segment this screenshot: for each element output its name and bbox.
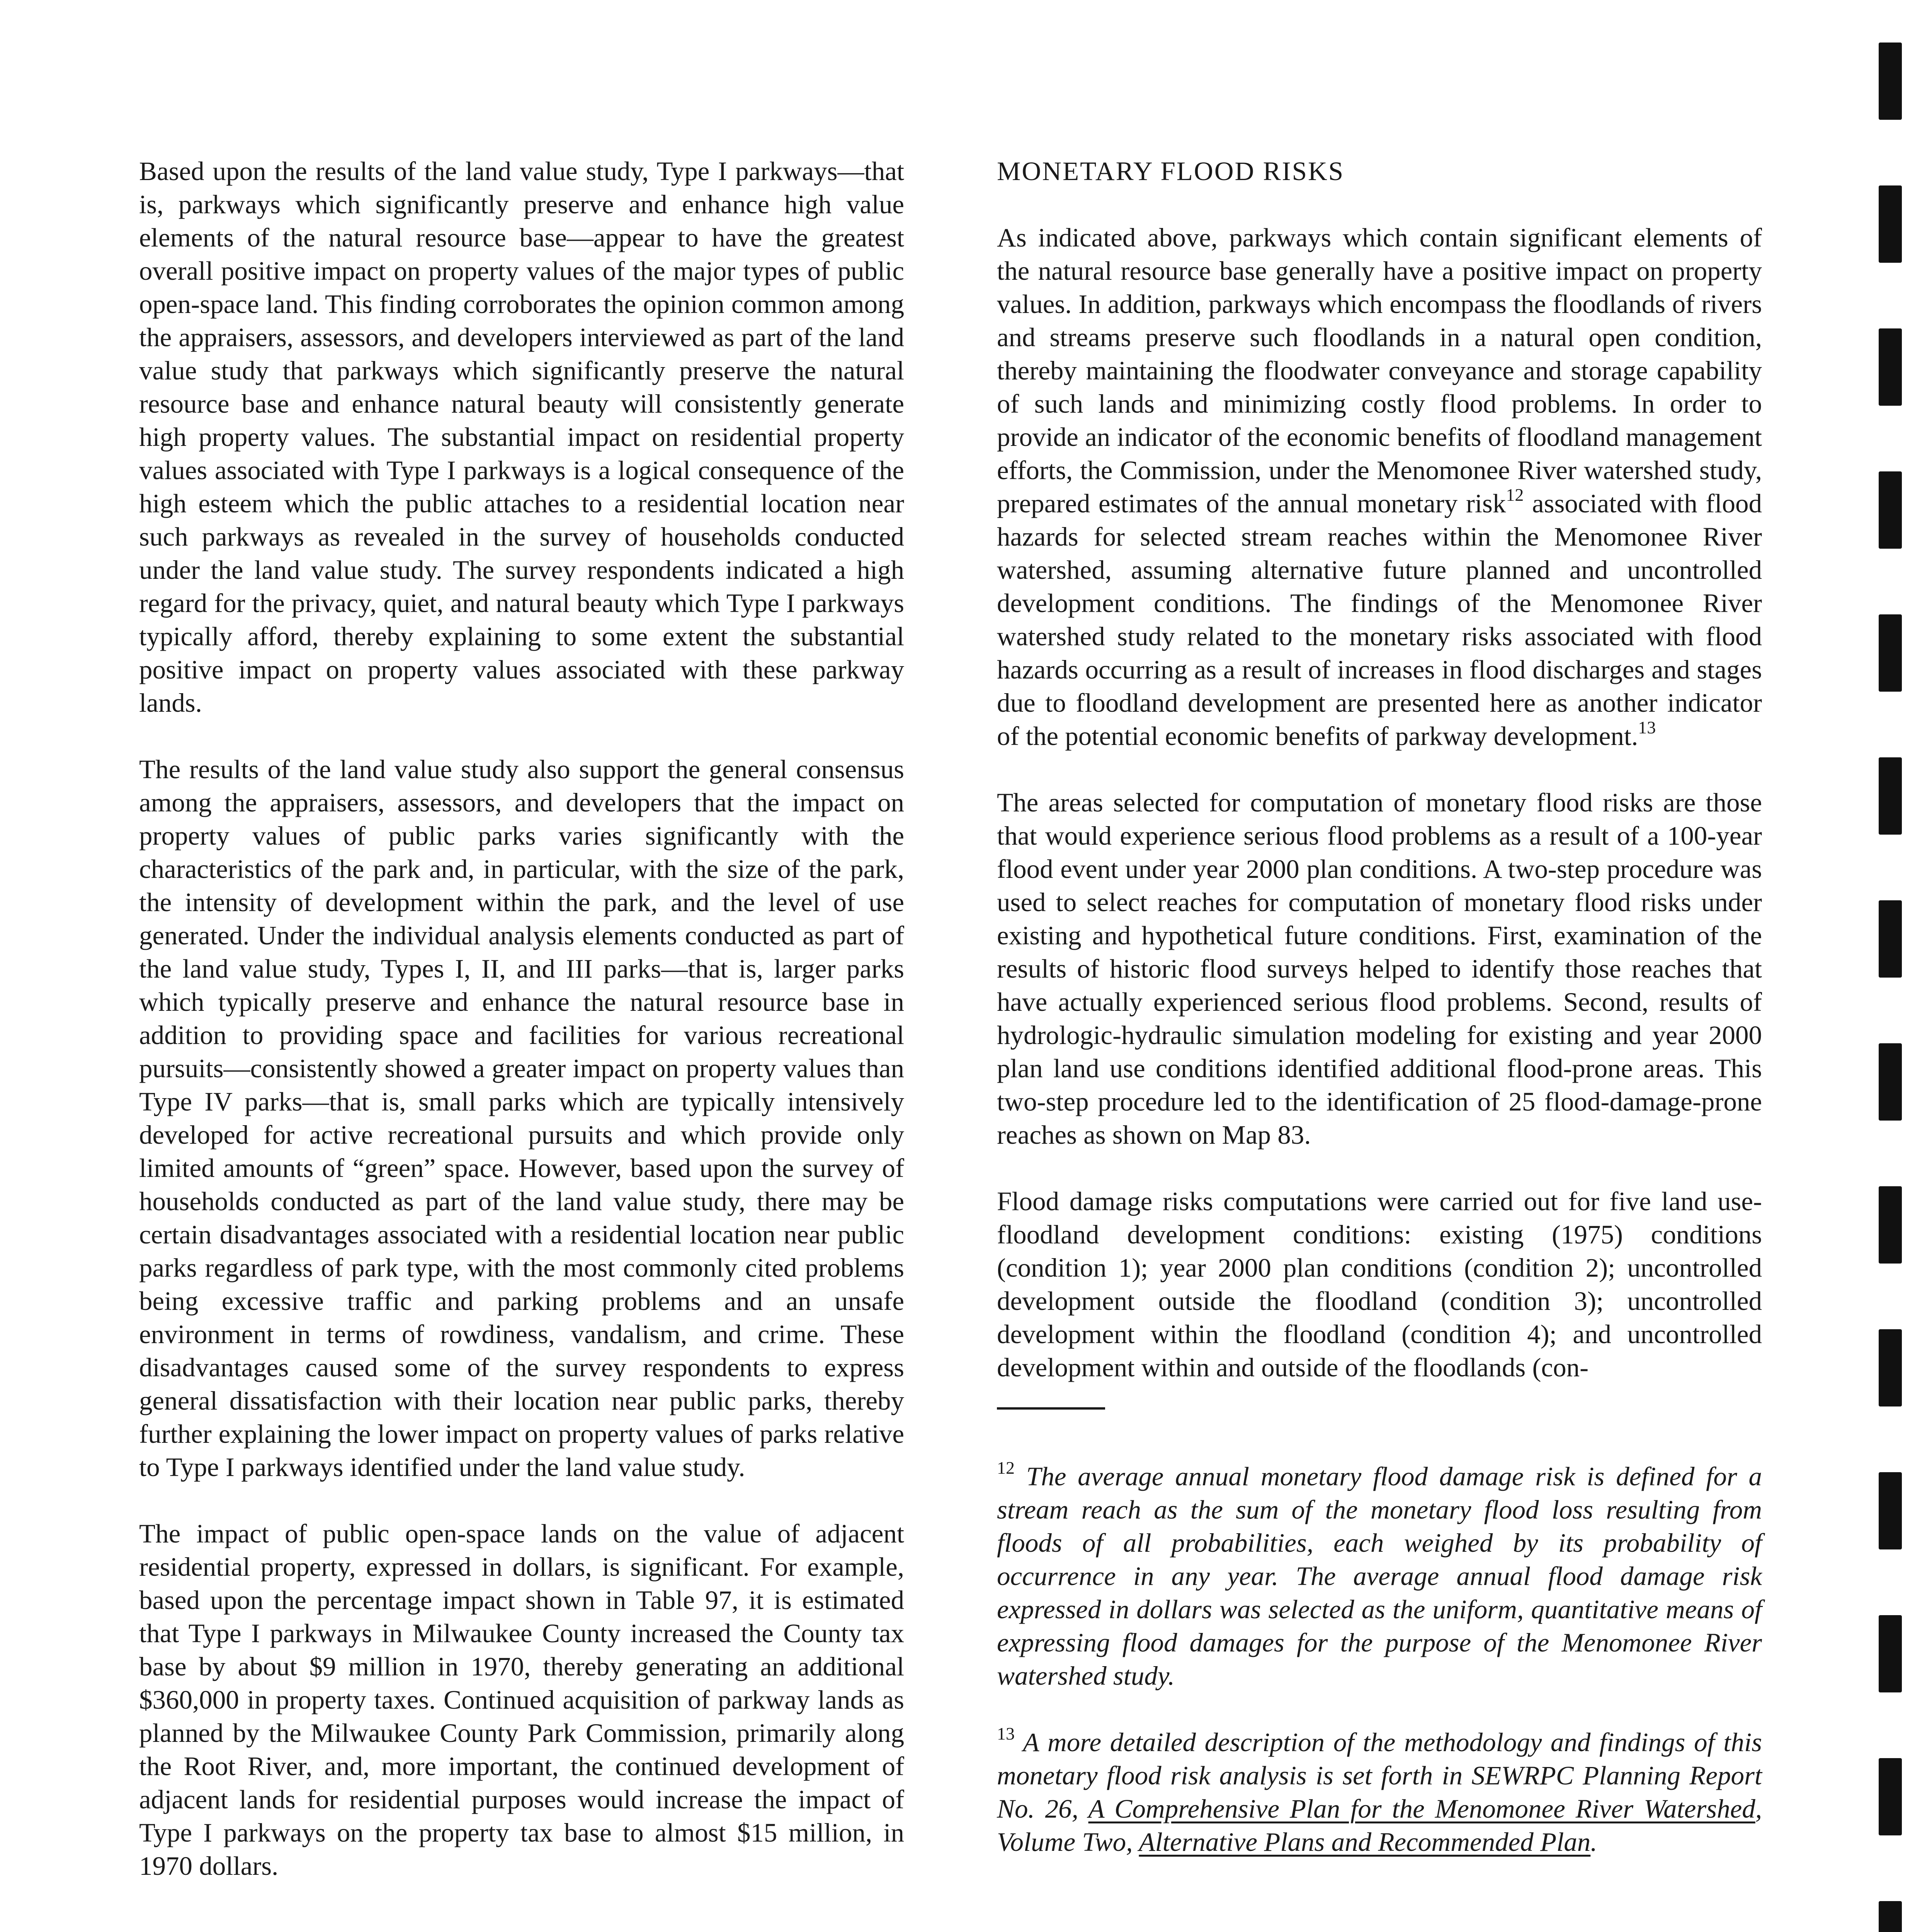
paragraph-park-characteristics: The results of the land value study also support the general consensus among the appraisers, assessors, and developers that the impact on property values of public parks varies significantly with the characteristics of the park and, in particular, with the size of the park, the intensity of development within the park, and the level of use generated. Under the individual analysis elements conducted as part of the land value study, Types I, II, and III parks—that is, larger parks which typically preserve and enhance the natural resource base in addition to providing space and facilities for various recreational pursuits—consistently showed a greater impact on property values than Type IV parks—that is, small parks which are typically intensively developed for active recreational pursuits and which provide only limited amounts of “green” space. However, based upon the survey of households conducted as part of the land value study, there may be certain disadvantages associated with a residential location near public parks regardless of park type, with the most commonly cited problems being excessive traffic and parking problems and an unsafe environment in terms of rowdiness, vandalism, and crime. These disadvantages caused some of the survey respondents to express general dissatisfaction with their location near public parks, thereby further explaining the lower impact on property values of parks relative to Type I parkways identified under the land value study. — [139, 755, 904, 1482]
footnote-marker: 13 — [997, 1724, 1015, 1743]
binding-mark — [1879, 1043, 1902, 1121]
footnote-marker: 12 — [997, 1458, 1015, 1478]
right-column — [997, 155, 1762, 1892]
footnote-text: The average annual monetary flood damage risk is defined for a stream reach as the sum of the monetary flood loss resulting from floods of all probabilities, each weighed by its probability of occurrence in any year. The average annual flood damage risk expressed in dollars was selected as the uniform, quantitative means of expressing flood damages for the purpose of the Menomonee River watershed study. — [997, 1462, 1762, 1690]
section-heading: MONETARY FLOOD RISKS — [997, 156, 1345, 186]
binding-mark — [1879, 1186, 1902, 1264]
report-subtitle: Alternative Plans and Recommended Plan — [1139, 1827, 1591, 1857]
binding-mark — [1879, 757, 1902, 835]
footnote-ref-12: 12 — [1506, 485, 1524, 505]
paragraph-text: associated with flood hazards for selected stream reaches within the Menomonee River watershed, assuming alternative future planned and uncontrolled development conditions. The findings of the Menomonee River watershed study related to the monetary risks associated with flood hazards occurring as a result of increases in flood discharges and stages due to floodland development are presented here as another indicator of the potential economic benefits of parkway development. — [997, 489, 1762, 751]
footnotes — [997, 1460, 1762, 1859]
footnote-12 — [997, 1460, 1762, 1692]
footnote-text: . — [1590, 1827, 1597, 1857]
binding-mark — [1879, 471, 1902, 549]
paragraph-areas-selected: The areas selected for computation of monetary flood risks are those that would experience serious flood problems as a result of a 100-year flood event under year 2000 plan conditions. A two-step procedure was used to select reaches for computation of monetary flood risks under existing and hypothetical future conditions. First, examination of the results of historic flood surveys helped to identify those reaches that have actually experienced serious flood problems. Second, results of hydrologic-hydraulic simulation modeling for existing and year 2000 plan land use conditions identified additional flood-prone areas. This two-step procedure led to the identification of 25 flood-damage-prone reaches as shown on Map 83. — [997, 788, 1762, 1150]
paragraph-monetary-risk-intro — [997, 221, 1762, 753]
footnote-13 — [997, 1726, 1762, 1859]
binding-mark — [1879, 1329, 1902, 1406]
binding-mark — [1879, 1472, 1902, 1549]
footnote-text: , Volume Two, — [997, 1794, 1762, 1857]
paragraph-text: As indicated above, parkways which contain significant elements of the natural resource base generally have a positive impact on property values. In addition, parkways which encompass the floodlands of rivers and streams preserve such floodlands in a natural open condition, thereby maintaining the floodwater conveyance and storage capability of such lands and minimizing costly flood problems. In order to provide an indicator of the economic benefits of floodland management efforts, the Commission, under the Menomonee River watershed study, prepared estimates of the annual monetary risk — [997, 223, 1762, 518]
binding-mark — [1879, 614, 1902, 692]
footnote-text: A more detailed description of the methodology and findings of this monetary flood risk analysis is set forth in SEWRPC Planning Report No. 26, — [997, 1728, 1762, 1823]
binding-mark — [1879, 328, 1902, 406]
left-column — [139, 155, 904, 1916]
footnote-divider — [997, 1407, 1105, 1410]
paragraph-damage-computations: Flood damage risks computations were carried out for five land use-floodland development conditions: existing (1975) conditions (condition 1); year 2000 plan conditions (condition 2); uncontrolled development outside the floodland (condition 3); uncontrolled development within the floodland (condition 4); and uncontrolled development within and outside of the floodlands (con- — [997, 1187, 1762, 1382]
binding-mark — [1879, 1758, 1902, 1835]
binding-mark — [1879, 1615, 1902, 1692]
paragraph-tax-base-impact: The impact of public open-space lands on the value of adjacent residential property, expressed in dollars, is significant. For example, based upon the percentage impact shown in Table 97, it is estimated that Type I parkways in Milwaukee County increased the County tax base by about $9 million in 1970, thereby generating an additional $360,000 in property taxes. Continued acquisition of parkway lands as planned by the Milwaukee County Park Commission, primarily along the Root River, and, more important, the continued development of adjacent lands for residential purposes would increase the impact of Type I parkways on the property tax base to almost $15 million, in 1970 dollars. — [139, 1519, 904, 1881]
binding-mark — [1879, 43, 1902, 120]
binding-mark — [1879, 1901, 1902, 1932]
binding-marks — [1879, 43, 1906, 1932]
binding-mark — [1879, 900, 1902, 978]
report-title: A Comprehensive Plan for the Menomonee River Watershed — [1088, 1794, 1755, 1823]
footnote-ref-13: 13 — [1638, 718, 1656, 737]
paragraph-type-i-parkways: Based upon the results of the land value study, Type I parkways—that is, parkways which significantly preserve and enhance high value elements of the natural resource base—appear to have the greatest overall positive impact on property values of the major types of public open-space land. This finding corroborates the opinion common among the appraisers, assessors, and developers interviewed as part of the land value study that parkways which significantly preserve the natural resource base and enhance natural beauty will consistently generate high property values. The substantial impact on residential property values associated with Type I parkways is a logical consequence of the high esteem which the public attaches to a residential location near such parkways as revealed in the survey of households conducted under the land value study. The survey respondents indicated a high regard for the privacy, quiet, and natural beauty which Type I parkways typically afford, thereby explaining to some extent the substantial positive impact on property values associated with these parkway lands. — [139, 156, 904, 718]
binding-mark — [1879, 185, 1902, 263]
